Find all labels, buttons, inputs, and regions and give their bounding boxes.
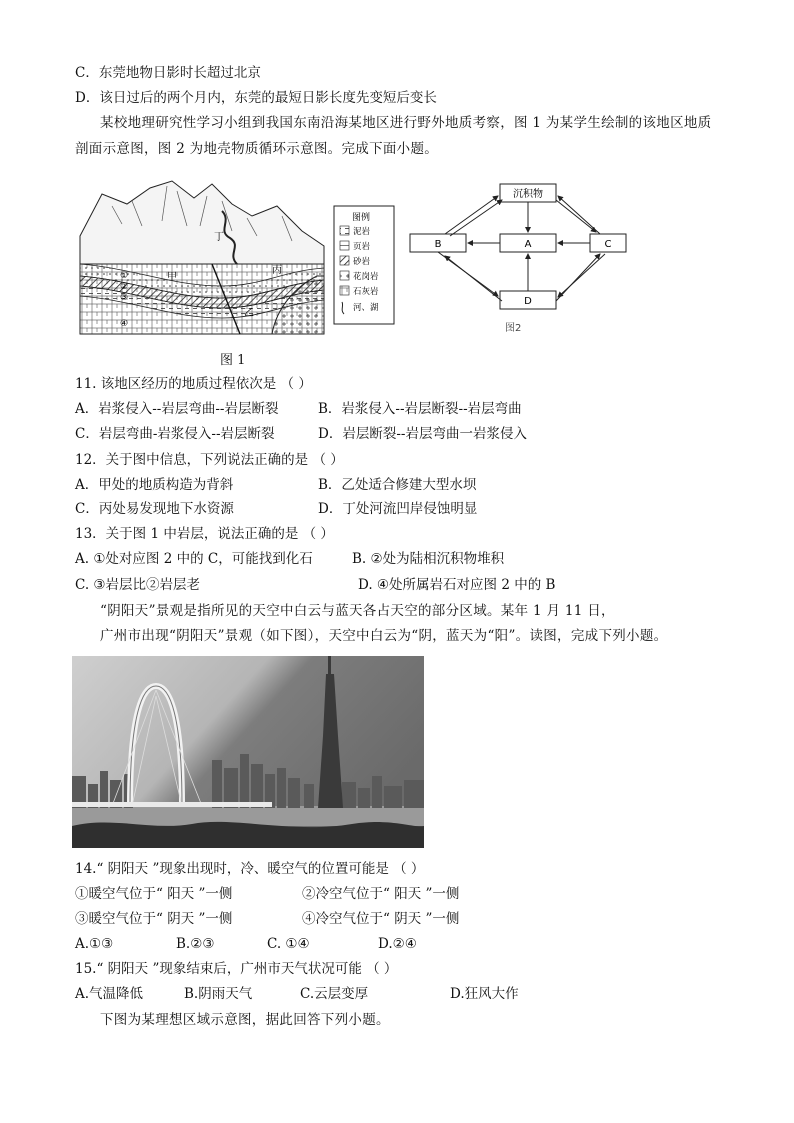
q11-option-d: D．岩层断裂--岩层弯曲一岩浆侵入	[318, 426, 527, 442]
node-b: B	[434, 239, 442, 250]
legend-item-river-lake: 河、湖	[353, 303, 379, 313]
label-ding: 丁	[214, 232, 224, 243]
figure2-caption: 图2	[505, 323, 522, 334]
q13-stem: 13．关于图 1 中岩层，说法正确的是 （ ）	[75, 526, 334, 542]
label-circle4: ④	[120, 319, 129, 329]
q12-option-c: C．丙处易发现地下水资源	[75, 501, 234, 517]
intro2-line1: “阴阳天”景观是指所见的天空中白云与蓝天各占天空的部分区域。某年 1 月 11 日，	[100, 603, 615, 619]
q12-option-d: D．丁处河流凹岸侵蚀明显	[318, 501, 478, 517]
legend-title: 图例	[352, 213, 371, 223]
q11-option-c: C．岩层弯曲-岩浆侵入--岩层断裂	[75, 426, 275, 442]
q11-stem: 11. 该地区经历的地质过程依次是 （ ）	[75, 376, 312, 392]
q12-option-a: A．甲处的地质构造为背斜	[75, 477, 234, 493]
legend-item-limestone: 石灰岩	[353, 287, 379, 297]
legend-item-sandstone: 砂岩	[353, 257, 371, 267]
q15-stem: 15.“ 阴阳天 ”现象结束后，广州市天气状况可能 （ ）	[75, 961, 398, 977]
label-bing: 丙	[272, 265, 282, 276]
q14-option-a: A.①③	[75, 936, 114, 952]
q11-option-a: A．岩浆侵入--岩层弯曲--岩层断裂	[75, 401, 279, 417]
legend-item-granite: 花岗岩	[353, 272, 379, 282]
q14-stem: 14.“ 阴阳天 ”现象出现时，冷、暖空气的位置可能是 （ ）	[75, 861, 425, 877]
prev-option-d: D．该日过后的两个月内，东莞的最短日影长度先变短后变长	[75, 90, 437, 106]
q15-option-a: A.气温降低	[75, 986, 144, 1002]
q13-option-c: C. ③岩层比②岩层老	[75, 577, 201, 593]
q14-option-d: D.②④	[378, 936, 417, 952]
q14-option-b: B.②③	[176, 936, 215, 952]
node-c: C	[604, 239, 612, 250]
outro-line: 下图为某理想区域示意图，据此回答下列小题。	[100, 1012, 390, 1028]
label-circle3: ③	[120, 293, 129, 303]
figure1-geologic-section	[72, 176, 402, 336]
q13-option-d: D. ④处所属岩石对应图 2 中的 B	[358, 577, 556, 593]
q13-option-a: A. ①处对应图 2 中的 C，可能找到化石	[75, 551, 313, 567]
node-a: A	[524, 239, 532, 250]
label-jia: 甲	[167, 272, 177, 283]
intro2-line2: 广州市出现“阴阳天”景观（如下图），天空中白云为“阴，蓝天为“阳”。读图，完成下列小题。	[100, 628, 668, 644]
prev-option-c: C．东莞地物日影时长超过北京	[75, 65, 261, 81]
label-circle1: ①	[120, 271, 129, 281]
node-d: D	[524, 296, 532, 307]
legend-item-mudstone: 泥岩	[353, 227, 371, 237]
q14-item-1: ①暖空气位于“ 阳天 ”一侧	[75, 886, 233, 902]
guangzhou-skyline-photo	[72, 656, 424, 848]
label-circle2: ②	[120, 282, 129, 292]
q11-option-b: B．岩浆侵入--岩层断裂--岩层弯曲	[318, 401, 522, 417]
q13-option-b: B. ②处为陆相沉积物堆积	[352, 551, 505, 567]
node-sediment: 沉积物	[513, 189, 543, 200]
figure2-rock-cycle	[405, 176, 630, 336]
figure1-caption: 图 1	[220, 353, 246, 368]
q12-stem: 12．关于图中信息，下列说法正确的是 （ ）	[75, 452, 344, 468]
q15-option-d: D.狂风大作	[450, 986, 519, 1002]
q15-option-c: C.云层变厚	[300, 986, 369, 1002]
q15-option-b: B.阴雨天气	[184, 986, 253, 1002]
intro1-line2: 剖面示意图，图 2 为地壳物质循环示意图。完成下面小题。	[75, 141, 439, 157]
q12-option-b: B．乙处适合修建大型水坝	[318, 477, 477, 493]
legend-item-shale: 页岩	[353, 242, 371, 252]
intro1-line1: 某校地理研究性学习小组到我国东南沿海某地区进行野外地质考察，图 1 为某学生绘制的该地区地质	[100, 115, 712, 131]
q14-option-c: C. ①④	[267, 936, 310, 952]
q14-item-4: ④冷空气位于“ 阴天 ”一侧	[302, 911, 460, 927]
label-yi: 乙	[244, 308, 254, 319]
q14-item-3: ③暖空气位于“ 阴天 ”一侧	[75, 911, 233, 927]
q14-item-2: ②冷空气位于“ 阳天 ”一侧	[302, 886, 460, 902]
